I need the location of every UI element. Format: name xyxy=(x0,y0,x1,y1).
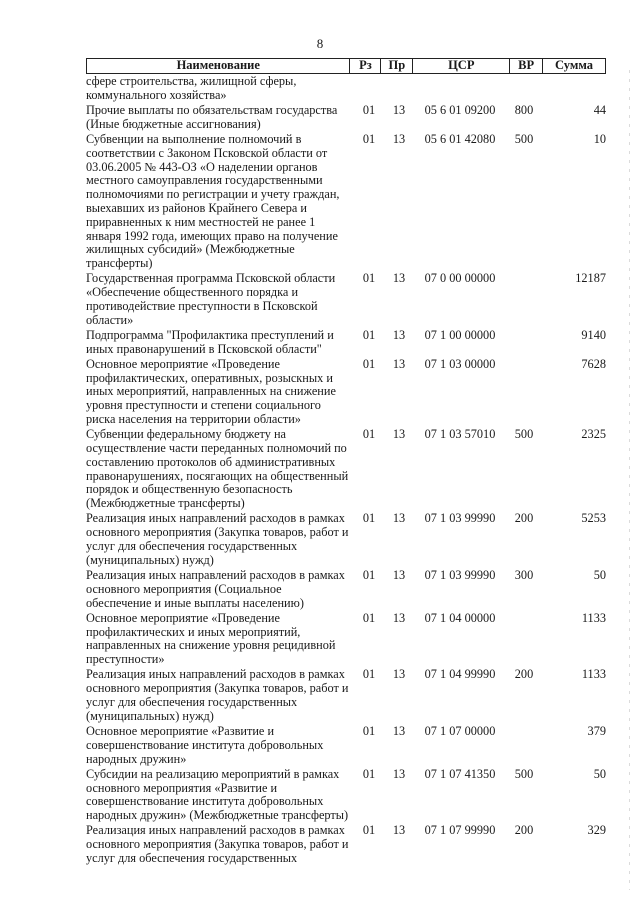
table-row xyxy=(86,512,606,567)
cell-csr: 05 6 01 42080 xyxy=(424,131,496,146)
cell-vr: 800 xyxy=(514,102,534,117)
cell-rz: 01 xyxy=(362,568,376,583)
cell-csr: 07 1 03 99990 xyxy=(424,568,496,583)
table-row xyxy=(86,428,606,511)
cell-vr xyxy=(506,358,542,427)
cell-vr: 500 xyxy=(514,131,534,146)
cell-rz: 01 xyxy=(362,511,376,526)
page-number: 8 xyxy=(316,36,324,51)
cell-sum: 2325 xyxy=(581,427,606,442)
table-row xyxy=(86,668,606,723)
cell-csr: 07 1 04 00000 xyxy=(424,610,496,625)
cell-rz: 01 xyxy=(362,723,376,738)
cell-rz: 01 xyxy=(362,131,376,146)
cell-rz: 01 xyxy=(362,667,376,682)
cell-name: Реализация иных направлений расходов в рамках основного мероприятия (Закупка товаров, работ и услуг для обеспечения государственных (муниципальных) нужд) xyxy=(86,511,349,567)
cell-name: Государственная программа Псковской области «Обеспечение общественного порядка и противодействие преступности в Псковской области» xyxy=(86,271,336,327)
cell-pr xyxy=(384,75,414,103)
cell-vr: 300 xyxy=(514,568,534,583)
cell-vr xyxy=(506,329,542,357)
cell-rz xyxy=(354,75,384,103)
column-header-rz: Рз xyxy=(350,59,381,73)
cell-vr xyxy=(506,75,542,103)
cell-rz: 01 xyxy=(362,356,376,371)
table-row xyxy=(86,75,606,103)
cell-sum: 10 xyxy=(593,131,606,146)
cell-name: Основное мероприятие «Проведение профилактических, оперативных, розыскных и иных мероприятий, направленных на снижение уровня преступности и степени социального риска населения на территории области» xyxy=(86,356,336,427)
cell-name: Реализация иных направлений расходов в рамках основного мероприятия (Закупка товаров, работ и услуг для обеспечения государственных xyxy=(86,823,349,865)
column-header-csr: ЦСР xyxy=(413,59,510,73)
cell-pr: 13 xyxy=(392,723,406,738)
table-header xyxy=(86,58,606,74)
cell-sum: 1133 xyxy=(581,667,606,682)
table-row xyxy=(86,358,606,427)
cell-csr: 07 1 07 99990 xyxy=(424,823,496,838)
cell-rz: 01 xyxy=(362,327,376,342)
cell-sum: 50 xyxy=(593,766,606,781)
cell-pr: 13 xyxy=(392,427,406,442)
table-body xyxy=(86,75,606,867)
column-header-pr: Пр xyxy=(381,59,413,73)
cell-name: Подпрограмма "Профилактика преступлений и иных правонарушений в Псковской области" xyxy=(86,327,334,356)
cell-csr: 07 1 04 99990 xyxy=(424,667,496,682)
cell-name: Основное мероприятие «Развитие и совершенствование института добровольных народных дружин» xyxy=(86,723,324,766)
cell-sum: 9140 xyxy=(581,327,606,342)
column-header-sum: Сумма xyxy=(543,59,606,73)
cell-vr: 200 xyxy=(514,823,534,838)
cell-name: Субвенции на выполнение полномочий в соответствии с Законом Псковской области от 03.06.2005 № 443-ОЗ «О наделении органов местного самоуправления государственными полномочиями по регистрации и учету граждан, выехавших из районов Крайнего Севера и приравненных к ним местностей не ранее 1 января 1992 года, имеющих право на получение жилищных субсидий» (Межбюджетные трансферты) xyxy=(86,131,340,271)
cell-name: сфере строительства, жилищной сферы, коммунального хозяйства» xyxy=(86,74,297,102)
table-row xyxy=(86,824,606,865)
cell-name: Реализация иных направлений расходов в рамках основного мероприятия (Закупка товаров, работ и услуг для обеспечения государственных (муниципальных) нужд) xyxy=(86,667,349,723)
cell-name: Основное мероприятие «Проведение профилактических и иных мероприятий, направленных на снижение уровня рецидивной преступности» xyxy=(86,610,336,667)
table-row xyxy=(86,133,606,271)
cell-csr: 07 1 03 57010 xyxy=(424,427,496,442)
cell-pr: 13 xyxy=(392,131,406,146)
table-row xyxy=(86,104,606,132)
cell-name: Прочие выплаты по обязательствам государства (Иные бюджетные ассигнования) xyxy=(86,102,338,131)
cell-vr xyxy=(506,612,542,667)
cell-sum: 1133 xyxy=(581,610,606,625)
cell-rz: 01 xyxy=(362,427,376,442)
cell-vr: 500 xyxy=(514,766,534,781)
table-row xyxy=(86,612,606,667)
cell-name: Субвенции федеральному бюджету на осуществление части переданных полномочий по составлению протоколов об административных правонарушениях, посягающих на общественный порядок и общественную безопасность (Межбюджетные трансферты) xyxy=(86,427,349,511)
cell-sum: 329 xyxy=(587,823,606,838)
column-header-vr: ВР xyxy=(510,59,543,73)
cell-pr: 13 xyxy=(392,766,406,781)
cell-rz: 01 xyxy=(362,610,376,625)
cell-pr: 13 xyxy=(392,102,406,117)
cell-pr: 13 xyxy=(392,667,406,682)
cell-pr: 13 xyxy=(392,823,406,838)
cell-sum: 7628 xyxy=(581,356,606,371)
cell-name: Реализация иных направлений расходов в рамках основного мероприятия (Социальное обеспечение и иные выплаты населению) xyxy=(86,568,345,610)
cell-pr: 13 xyxy=(392,610,406,625)
cell-pr: 13 xyxy=(392,511,406,526)
cell-csr: 07 1 07 41350 xyxy=(424,766,496,781)
cell-csr: 05 6 01 09200 xyxy=(424,102,496,117)
cell-sum: 5253 xyxy=(581,511,606,526)
table-row xyxy=(86,329,606,357)
cell-pr: 13 xyxy=(392,356,406,371)
cell-vr: 200 xyxy=(514,667,534,682)
table-row xyxy=(86,768,606,823)
cell-csr: 07 1 03 99990 xyxy=(424,511,496,526)
cell-pr: 13 xyxy=(392,568,406,583)
cell-csr: 07 1 00 00000 xyxy=(424,327,496,342)
cell-sum: 12187 xyxy=(575,271,606,286)
table-row xyxy=(86,569,606,610)
cell-sum: 44 xyxy=(593,102,606,117)
cell-pr: 13 xyxy=(392,271,406,286)
cell-vr xyxy=(506,725,542,766)
table-row xyxy=(86,725,606,766)
column-header-name: Наименование xyxy=(87,59,350,73)
scan-edge-artifact xyxy=(629,70,630,890)
table-row xyxy=(86,272,606,327)
cell-csr: 07 1 07 00000 xyxy=(424,723,496,738)
cell-rz: 01 xyxy=(362,823,376,838)
cell-name: Субсидии на реализацию мероприятий в рамках основного мероприятия «Развитие и совершенствование института добровольных народных дружин» (Межбюджетные трансферты) xyxy=(86,766,349,823)
cell-rz: 01 xyxy=(362,766,376,781)
cell-sum xyxy=(542,75,606,103)
cell-csr: 07 0 00 00000 xyxy=(424,271,496,286)
cell-vr: 500 xyxy=(514,427,534,442)
cell-csr: 07 1 03 00000 xyxy=(424,356,496,371)
cell-sum: 379 xyxy=(587,723,606,738)
cell-rz: 01 xyxy=(362,271,376,286)
cell-pr: 13 xyxy=(392,327,406,342)
cell-rz: 01 xyxy=(362,102,376,117)
cell-sum: 50 xyxy=(593,568,606,583)
cell-vr: 200 xyxy=(514,511,534,526)
cell-vr xyxy=(506,272,542,327)
cell-csr xyxy=(414,75,506,103)
